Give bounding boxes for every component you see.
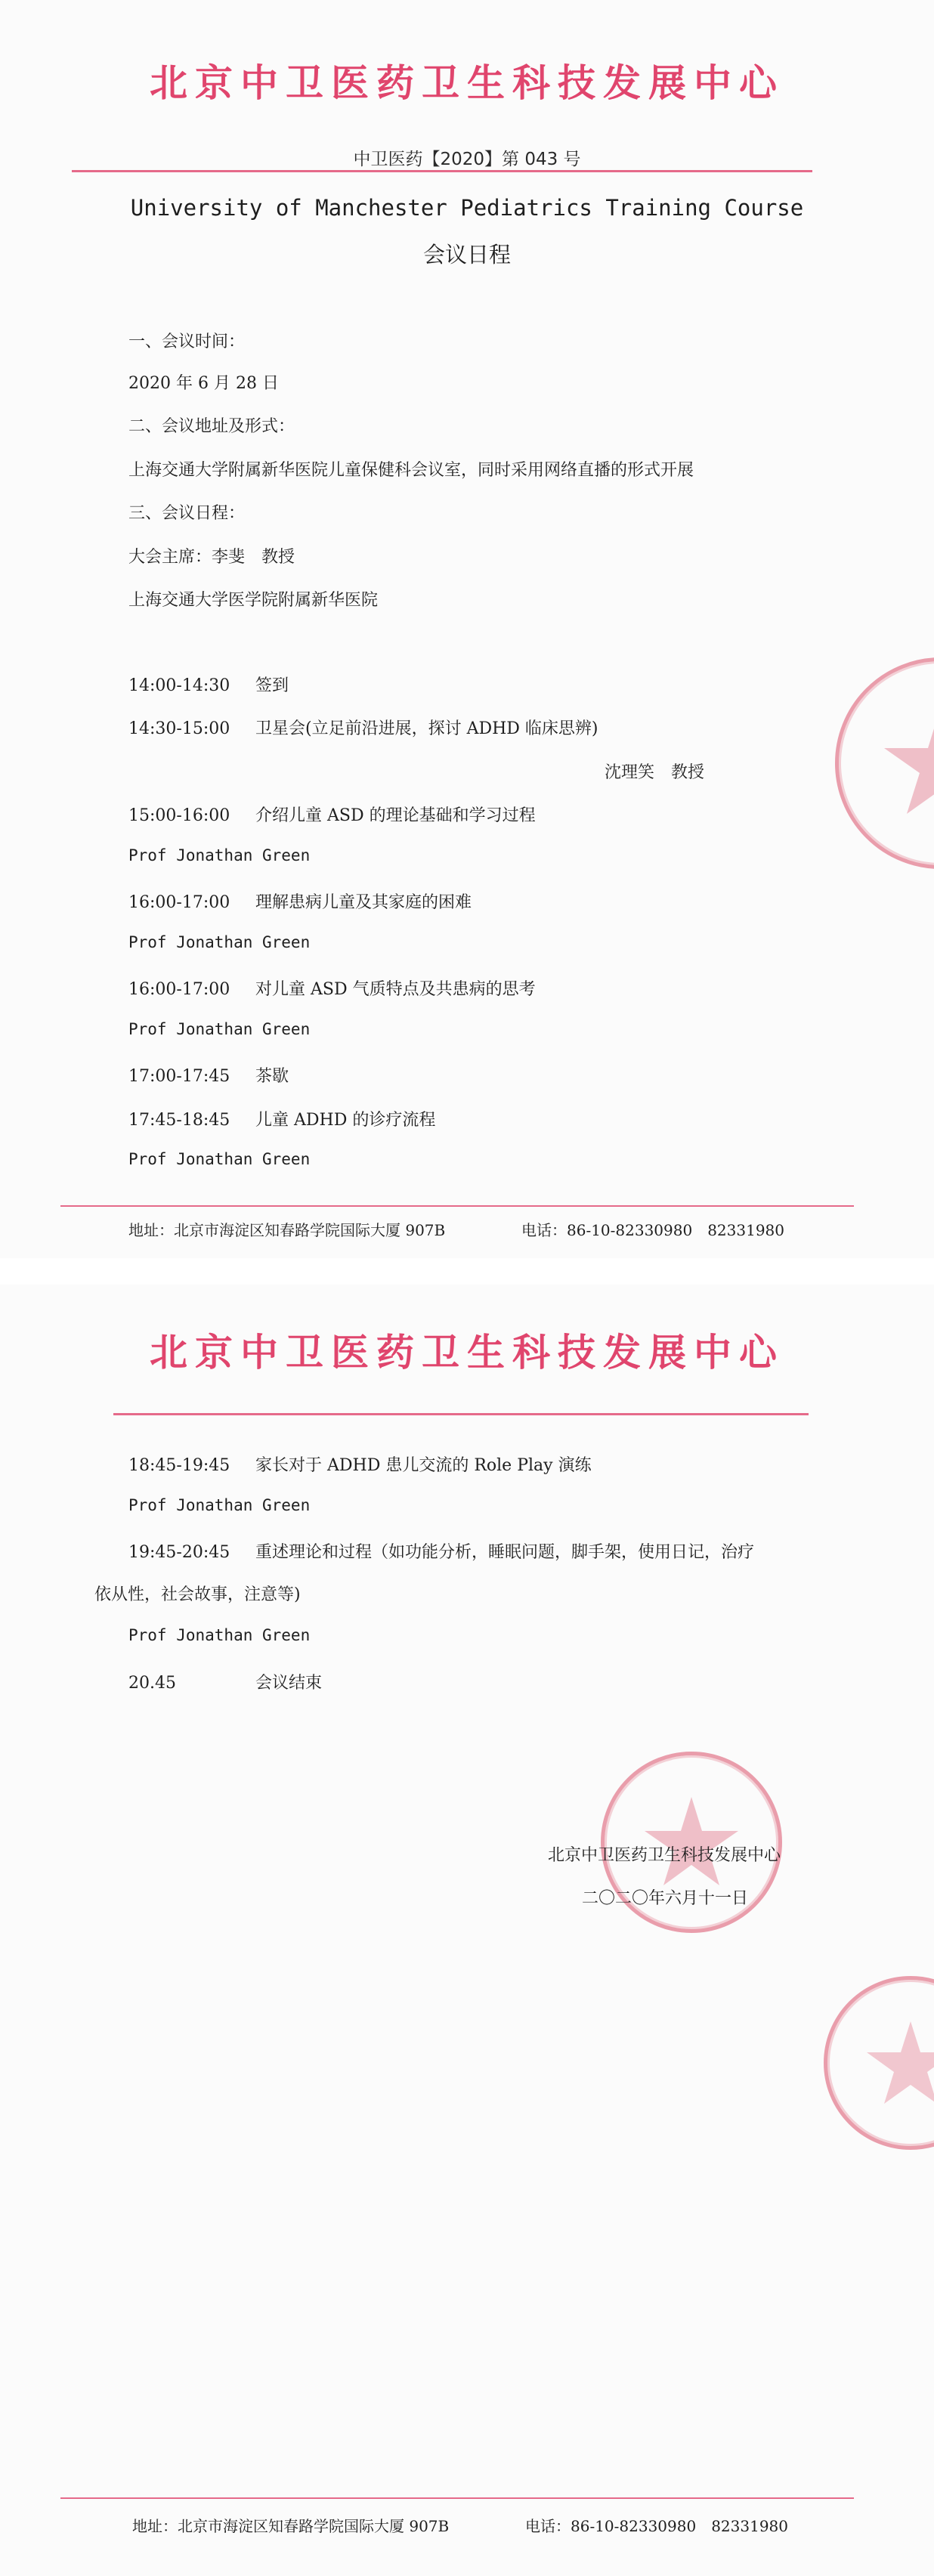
meeting-title: 会议日程	[422, 242, 511, 267]
schedule-time: 19:45-20:45	[128, 1543, 230, 1562]
schedule-speaker: Prof Jonathan Green	[128, 1626, 311, 1644]
signature-organization: 北京中卫医药卫生科技发展中心	[548, 1846, 781, 1865]
chair-organization: 上海交通大学医学院附属新华医院	[128, 591, 379, 610]
schedule-topic: 签到	[255, 676, 289, 695]
official-seal-stamp	[835, 657, 934, 869]
schedule-topic: 介绍儿童 ASD 的理论基础和学习过程	[255, 806, 536, 825]
schedule-topic: 儿童 ADHD 的诊疗流程	[255, 1111, 436, 1130]
schedule-row	[128, 673, 289, 696]
schedule-topic: 茶歇	[255, 1067, 289, 1086]
schedule-topic: 卫星会(立足前沿进展，探讨 ADHD 临床思辨)	[255, 719, 598, 738]
schedule-row	[128, 1539, 754, 1563]
section-agenda-heading: 三、会议日程：	[128, 504, 246, 523]
footer-phone: 电话：86-10-82330980 82331980	[525, 2517, 789, 2535]
page-gap	[0, 1258, 934, 1285]
schedule-row	[128, 1107, 435, 1130]
schedule-row	[128, 1452, 592, 1476]
org-letterhead-title: 北京中卫医药卫生科技发展中心	[150, 61, 784, 105]
signature-date: 二〇二〇年六月十一日	[582, 1889, 749, 1908]
schedule-time: 15:00-16:00	[128, 806, 230, 825]
footer-rule	[60, 2497, 854, 2499]
section-location-heading: 二、会议地址及形式：	[128, 417, 295, 436]
schedule-row	[128, 716, 598, 739]
header-rule	[113, 1413, 809, 1415]
schedule-topic: 重述理论和过程（如功能分析，睡眠问题，脚手架，使用日记，治疗	[255, 1543, 755, 1562]
schedule-speaker: Prof Jonathan Green	[128, 933, 311, 951]
schedule-topic: 对儿童 ASD 气质特点及共患病的思考	[255, 980, 536, 999]
page-2	[0, 1285, 934, 2576]
schedule-row	[128, 889, 472, 913]
schedule-speaker: Prof Jonathan Green	[128, 1150, 311, 1168]
schedule-speaker: Prof Jonathan Green	[128, 1496, 311, 1514]
schedule-topic-continued: 依从性，社会故事，注意等)	[94, 1585, 301, 1604]
schedule-speaker: 沈理笑 教授	[605, 763, 705, 782]
schedule-time: 17:00-17:45	[128, 1067, 230, 1086]
schedule-time: 16:00-17:00	[128, 893, 230, 912]
section-time-heading: 一、会议时间：	[128, 332, 246, 351]
schedule-time: 20.45	[128, 1674, 176, 1693]
schedule-time: 17:45-18:45	[128, 1111, 230, 1130]
schedule-topic: 家长对于 ADHD 患儿交流的 Role Play 演练	[255, 1456, 592, 1475]
schedule-speaker: Prof Jonathan Green	[128, 846, 311, 864]
footer-rule	[60, 1205, 854, 1207]
meeting-date: 2020 年 6 月 28 日	[128, 374, 279, 393]
meeting-chair: 大会主席：李斐 教授	[128, 548, 295, 567]
schedule-row	[128, 802, 536, 826]
schedule-row	[128, 1670, 322, 1693]
schedule-row	[128, 976, 536, 1000]
schedule-speaker: Prof Jonathan Green	[128, 1020, 311, 1038]
meeting-location: 上海交通大学附属新华医院儿童保健科会议室，同时采用网络直播的形式开展	[128, 461, 694, 480]
schedule-time: 18:45-19:45	[128, 1456, 230, 1475]
schedule-time: 14:00-14:30	[128, 676, 230, 695]
official-seal-stamp	[824, 1976, 934, 2150]
footer-phone: 电话：86-10-82330980 82331980	[521, 1221, 785, 1239]
document-number: 中卫医药【2020】第 043 号	[353, 150, 581, 169]
schedule-row	[128, 1063, 289, 1087]
page-1	[0, 0, 934, 1258]
footer-address: 地址：北京市海淀区知春路学院国际大厦 907B	[128, 1221, 446, 1239]
org-letterhead-title: 北京中卫医药卫生科技发展中心	[150, 1331, 784, 1375]
schedule-time: 16:00-17:00	[128, 980, 230, 999]
course-title: University of Manchester Pediatrics Training Course	[130, 195, 804, 221]
schedule-topic: 会议结束	[255, 1674, 323, 1693]
header-rule	[72, 170, 812, 172]
schedule-time: 14:30-15:00	[128, 719, 230, 738]
footer-address: 地址：北京市海淀区知春路学院国际大厦 907B	[132, 2517, 450, 2535]
schedule-topic: 理解患病儿童及其家庭的困难	[255, 893, 472, 912]
